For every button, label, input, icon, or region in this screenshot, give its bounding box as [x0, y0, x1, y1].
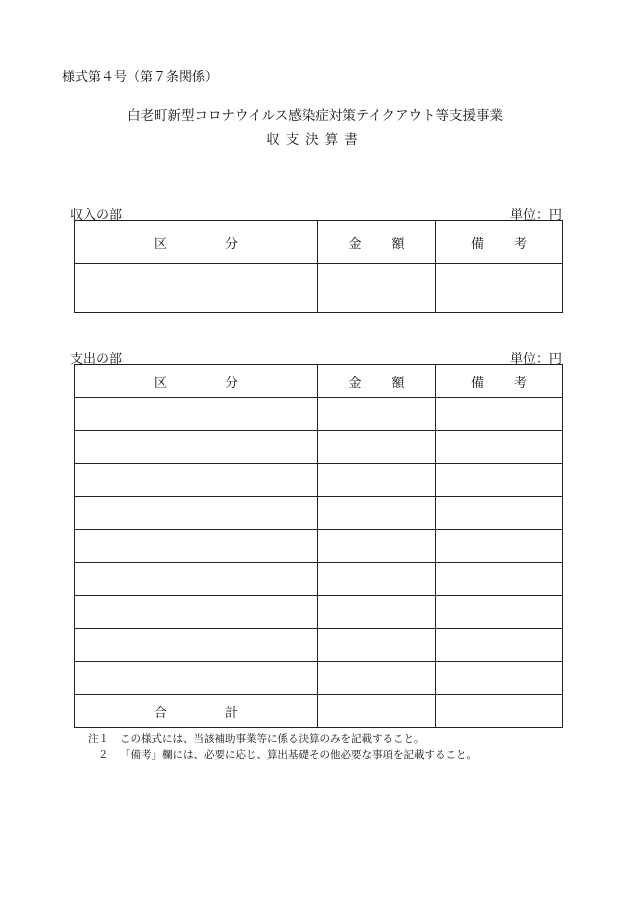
- expense-remarks-cell[interactable]: [436, 662, 563, 695]
- note-2: ２ 「備考」欄には、必要に応じ、算出基礎その他必要な事項を記載すること。: [98, 749, 477, 761]
- header-amount: 金 額: [318, 365, 436, 398]
- expense-category-cell[interactable]: [75, 629, 318, 662]
- form-number: 様式第４号（第７条関係）: [62, 70, 219, 85]
- expense-amount-cell[interactable]: [318, 497, 436, 530]
- table-row: [75, 264, 563, 313]
- expense-category-cell[interactable]: [75, 530, 318, 563]
- expense-amount-cell[interactable]: [318, 530, 436, 563]
- expense-header-row: [75, 365, 563, 398]
- table-row: [75, 530, 563, 563]
- table-row: [75, 563, 563, 596]
- expense-category-cell[interactable]: [75, 464, 318, 497]
- header-amount: 金 額: [318, 221, 436, 264]
- expense-category-cell[interactable]: [75, 398, 318, 431]
- income-category-cell[interactable]: [75, 264, 318, 313]
- table-row: [75, 464, 563, 497]
- income-remarks-cell[interactable]: [436, 264, 563, 313]
- income-unit-label: 単位：円: [509, 208, 562, 223]
- expense-category-cell[interactable]: [75, 497, 318, 530]
- expense-amount-cell[interactable]: [318, 398, 436, 431]
- total-row: [75, 695, 563, 728]
- expense-remarks-cell[interactable]: [436, 530, 563, 563]
- expense-remarks-cell[interactable]: [436, 431, 563, 464]
- expense-category-cell[interactable]: [75, 431, 318, 464]
- income-header-row: [75, 221, 563, 264]
- expense-remarks-cell[interactable]: [436, 497, 563, 530]
- expense-amount-cell[interactable]: [318, 596, 436, 629]
- expense-unit-label: 単位：円: [509, 352, 562, 367]
- expense-section-label: 支出の部: [70, 352, 123, 367]
- notes: [88, 731, 477, 763]
- expense-category-cell[interactable]: [75, 662, 318, 695]
- total-remarks-cell[interactable]: [436, 695, 563, 728]
- table-row: [75, 497, 563, 530]
- header-category: 区 分: [75, 365, 318, 398]
- total-label-cell: 合 計: [75, 695, 318, 728]
- expense-amount-cell[interactable]: [318, 563, 436, 596]
- expense-category-cell[interactable]: [75, 596, 318, 629]
- table-row: [75, 629, 563, 662]
- expense-remarks-cell[interactable]: [436, 563, 563, 596]
- income-amount-cell[interactable]: [318, 264, 436, 313]
- table-row: [75, 662, 563, 695]
- income-section-label: 収入の部: [70, 208, 123, 223]
- expense-amount-cell[interactable]: [318, 431, 436, 464]
- document-subtitle: 収支決算書: [266, 132, 364, 148]
- total-amount-cell[interactable]: [318, 695, 436, 728]
- header-category: 区 分: [75, 221, 318, 264]
- expense-amount-cell[interactable]: [318, 464, 436, 497]
- expense-remarks-cell[interactable]: [436, 629, 563, 662]
- table-row: [75, 596, 563, 629]
- header-remarks: 備 考: [436, 365, 563, 398]
- expense-amount-cell[interactable]: [318, 662, 436, 695]
- header-remarks: 備 考: [436, 221, 563, 264]
- expense-remarks-cell[interactable]: [436, 596, 563, 629]
- expense-category-cell[interactable]: [75, 563, 318, 596]
- document-title: 白老町新型コロナウイルス感染症対策テイクアウト等支援事業: [127, 108, 503, 124]
- expense-remarks-cell[interactable]: [436, 398, 563, 431]
- expense-remarks-cell[interactable]: [436, 464, 563, 497]
- expense-table: [74, 364, 563, 728]
- table-row: [75, 398, 563, 431]
- income-table: [74, 220, 563, 313]
- note-1: 注１ この様式には、当該補助事業等に係る決算のみを記載すること。: [88, 733, 425, 745]
- expense-amount-cell[interactable]: [318, 629, 436, 662]
- table-row: [75, 431, 563, 464]
